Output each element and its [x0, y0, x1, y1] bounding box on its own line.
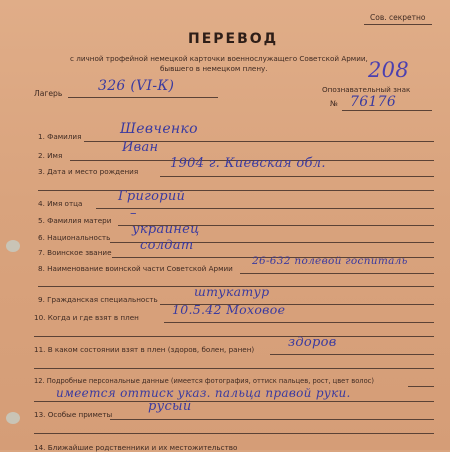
secrecy-underline: [364, 24, 432, 25]
field-label-condition: 11. В каком состоянии взят в плен (здоров, болен, ранен): [34, 345, 255, 354]
field-line: [408, 386, 434, 387]
field-line-extra: [34, 368, 434, 369]
id-number-sign: №: [330, 99, 338, 108]
field-value-mother: –: [130, 206, 137, 221]
field-label-rank: 7. Воинское звание: [38, 248, 112, 257]
document-title: ПЕРЕВОД: [188, 31, 279, 47]
field-line: [110, 419, 434, 420]
field-value-condition: здоров: [288, 335, 337, 350]
archive-number: 208: [368, 58, 409, 82]
field-label-father: 4. Имя отца: [38, 199, 83, 208]
field-label-birth: 3. Дата и место рождения: [38, 167, 139, 176]
field-line: [240, 273, 434, 274]
field-label-unit: 8. Наименование воинской части Советской Армии: [38, 264, 233, 273]
field-label-relatives: 14. Ближайшие родственники и их местожительство: [34, 443, 238, 452]
field-value-rank: солдат: [140, 238, 194, 253]
field-value-name: Иван: [122, 140, 159, 155]
field-line: [160, 176, 434, 177]
field-value-father: Григорий: [118, 189, 186, 204]
punch-hole: [6, 240, 20, 252]
field-label-personal-data: 12. Подробные персональные данные (имеется фотография, оттиск пальцев, рост, цвет волос): [34, 377, 374, 385]
field-value-capture: 10.5.42 Моховое: [172, 302, 286, 317]
document-subtitle-1: с личной трофейной немецкой карточки военнослужащего Советской Армии,: [70, 54, 368, 63]
camp-label: Лагерь: [34, 89, 63, 98]
field-value-surname: Шевченко: [120, 121, 198, 137]
secrecy-stamp: Сов. секретно: [370, 13, 426, 22]
field-label-mother: 5. Фамилия матери: [38, 216, 112, 225]
field-line-extra: [34, 433, 434, 434]
id-underline: [342, 110, 432, 111]
camp-value: 326 (VI-К): [98, 78, 175, 94]
id-value: 76176: [350, 94, 397, 110]
punch-hole: [6, 412, 20, 424]
field-value-marks: русый: [148, 399, 192, 414]
field-value-birth: 1904 г. Киевская обл.: [170, 156, 326, 171]
field-label-name: 2. Имя: [38, 151, 63, 160]
field-line: [164, 322, 434, 323]
field-value-personal-data: имеется оттиск указ. пальца правой руки.: [56, 386, 351, 400]
field-line: [270, 354, 434, 355]
field-value-profession: штукатур: [194, 284, 270, 299]
field-line-extra: [38, 190, 434, 191]
field-line-extra: [34, 401, 434, 402]
id-label: Опознавательный знак: [322, 85, 411, 94]
field-line-extra: [34, 336, 434, 337]
field-label-profession: 9. Гражданская специальность: [38, 295, 158, 304]
field-label-nationality: 6. Национальность: [38, 233, 111, 242]
camp-underline: [68, 97, 218, 98]
field-value-nationality: украинец: [132, 222, 200, 237]
field-label-surname: 1. Фамилия: [38, 132, 82, 141]
field-value-unit: 26-632 полевой госпиталь: [252, 255, 408, 267]
field-line: [96, 208, 434, 209]
document-subtitle-2: бывшего в немецком плену.: [160, 64, 268, 73]
field-label-capture: 10. Когда и где взят в плен: [34, 313, 139, 322]
field-label-marks: 13. Особые приметы: [34, 410, 113, 419]
